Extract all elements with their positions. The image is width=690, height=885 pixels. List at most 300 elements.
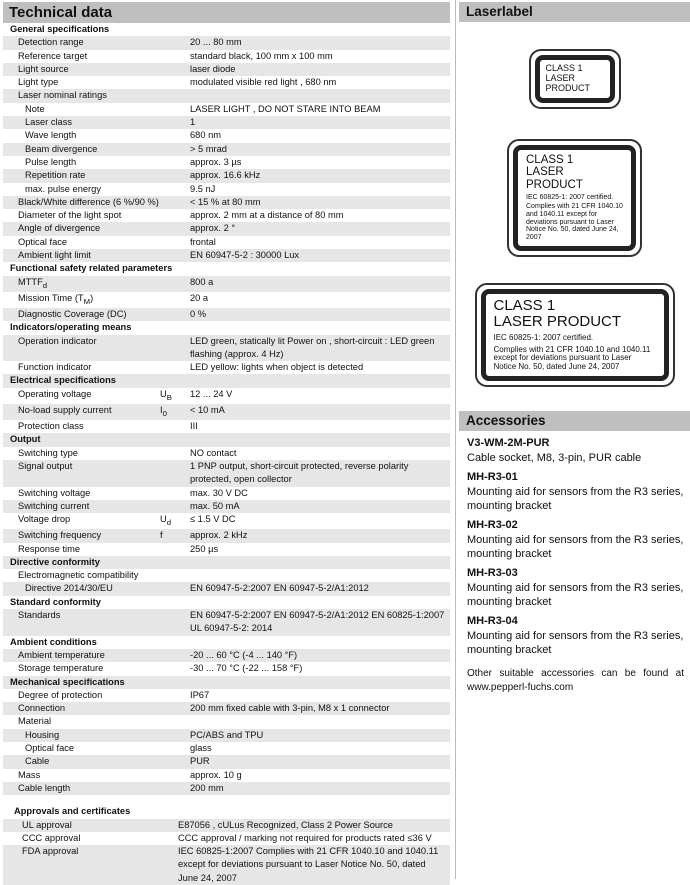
spec-row (3, 460, 450, 487)
spec-row (3, 183, 450, 196)
spec-value: LED yellow: lights when object is detected (190, 362, 364, 373)
spec-value: 680 nm (190, 130, 222, 141)
spec-value: 1 (190, 117, 196, 128)
spec-row (3, 89, 450, 102)
spec-row (3, 169, 450, 182)
accessory-description: Mounting aid for sensors from the R3 series, mounting bracket (467, 485, 684, 512)
spec-value: approx. 2 ° (190, 223, 236, 234)
accessory-item (467, 614, 690, 657)
spec-symbol (160, 36, 190, 49)
spec-label (3, 729, 160, 742)
spec-row (3, 129, 450, 142)
spec-symbol (160, 782, 190, 795)
spec-symbol (160, 308, 190, 321)
spec-label (3, 715, 160, 728)
label-text: IEC 60825-1: 2007 certified. (526, 193, 614, 201)
spec-row (3, 755, 450, 768)
label-text: Signal output (18, 460, 73, 471)
accessory-item (467, 566, 690, 609)
spec-value: 20 a (190, 292, 209, 303)
spec-symbol (160, 169, 190, 182)
accessory-description: Mounting aid for sensors from the R3 series, mounting bracket (467, 629, 684, 656)
spec-label (3, 529, 160, 542)
spec-value: 9.5 nJ (190, 183, 216, 194)
section-title (3, 321, 131, 334)
label-text: CCC approval (22, 832, 81, 843)
accessory-description: Cable socket, M8, 3-pin, PUR cable (467, 451, 642, 464)
spec-value: < 15 % at 80 mm (190, 196, 261, 207)
spec-row (3, 500, 450, 513)
spec-symbol (160, 143, 190, 156)
spec-row (3, 222, 450, 235)
spec-row (3, 513, 450, 529)
spec-label (3, 649, 160, 662)
label-text: Ambient light limit (18, 250, 91, 261)
label-text: IEC 60825-1: 2007 certified. (493, 332, 594, 342)
spec-row (3, 103, 450, 116)
accessory-name: MH-R3-02 (467, 518, 518, 531)
label-text: Wave length (25, 130, 77, 141)
label-text: Output (10, 434, 41, 445)
right-panel (459, 2, 690, 695)
symbol-subscript: d (166, 517, 172, 527)
label-text: Functional safety related parameters (10, 263, 173, 274)
spec-label (3, 308, 160, 321)
label-text: FDA approval (22, 846, 79, 857)
spec-label (3, 292, 160, 308)
spec-row (3, 196, 450, 209)
label-text: No-load supply current (18, 404, 112, 415)
spec-symbol (160, 582, 190, 595)
label-text: Diagnostic Coverage (DC) (18, 308, 127, 319)
spec-symbol (160, 292, 190, 308)
section-title (3, 23, 109, 36)
spec-row (3, 543, 450, 556)
spec-symbol (160, 116, 190, 129)
spec-row (3, 609, 450, 636)
spec-symbol (160, 845, 178, 885)
spec-symbol (160, 50, 190, 63)
spec-table (3, 23, 450, 795)
spec-symbol (160, 420, 190, 433)
label-text: Laser class (25, 117, 73, 128)
spec-value: 12 ... 24 V (190, 388, 233, 399)
label-text: Directive 2014/30/EU (25, 583, 113, 594)
label-text: Light type (18, 77, 59, 88)
spec-value: LASER LIGHT , DO NOT STARE INTO BEAM (190, 103, 381, 114)
label-text: LASER (545, 72, 576, 83)
section-header (3, 321, 450, 334)
spec-value: EN 60947-5-2:2007 EN 60947-5-2/A1:2012 (190, 583, 369, 594)
section-header (3, 433, 450, 446)
label-text: Optical face (25, 743, 75, 754)
spec-row (3, 420, 450, 433)
spec-value: -20 ... 60 °C (-4 ... 140 °F) (190, 649, 298, 660)
laser-label-small (529, 49, 621, 109)
spec-symbol (160, 183, 190, 196)
label-text: Switching voltage (18, 487, 91, 498)
spec-label (3, 361, 160, 374)
spec-row (3, 308, 450, 321)
spec-row (3, 715, 450, 728)
spec-label (3, 103, 160, 116)
spec-row (3, 209, 450, 222)
accessory-description: Mounting aid for sensors from the R3 series, mounting bracket (467, 533, 684, 560)
label-text: Switching frequency (18, 530, 102, 541)
spec-value: approx. 10 g (190, 769, 242, 780)
spec-row (3, 487, 450, 500)
spec-label (3, 782, 160, 795)
label-text: Housing (25, 729, 60, 740)
spec-label (3, 543, 160, 556)
spec-row (3, 76, 450, 89)
spec-row (3, 742, 450, 755)
label-text: Mass (18, 769, 41, 780)
label-text: Standard conformity (10, 596, 101, 607)
label-text: Ambient conditions (10, 636, 97, 647)
spec-row (3, 143, 450, 156)
spec-row (3, 404, 450, 420)
label-text: Repetition rate (25, 170, 86, 181)
technical-data-panel (3, 2, 450, 885)
label-text: Connection (18, 703, 66, 714)
spec-value: IP67 (190, 689, 210, 700)
spec-label (3, 513, 160, 529)
spec-label (3, 143, 160, 156)
spec-row (3, 36, 450, 49)
spec-label (3, 236, 160, 249)
section-title (3, 596, 101, 609)
spec-row (3, 388, 450, 404)
symbol-text: I (160, 404, 163, 415)
spec-label (3, 662, 160, 675)
spec-symbol (160, 447, 190, 460)
spec-value: 250 µs (190, 543, 219, 554)
symbol-text: U (160, 514, 167, 525)
spec-label (3, 249, 160, 262)
spec-label (3, 755, 160, 768)
label-text: Directive conformity (10, 556, 100, 567)
accessory-item (467, 518, 690, 561)
label-text: Reference target (18, 50, 88, 61)
label-text: Voltage drop (18, 514, 71, 525)
label-text: Mechanical specifications (10, 676, 125, 687)
spec-label (3, 156, 160, 169)
spec-label (3, 183, 160, 196)
spec-value: EN 60947-5-2 : 30000 Lux (190, 250, 300, 261)
spec-label (3, 335, 160, 362)
spec-symbol (160, 236, 190, 249)
spec-symbol (160, 529, 190, 542)
spec-value: approx. 2 mm at a distance of 80 mm (190, 210, 344, 221)
spec-value: modulated visible red light , 680 nm (190, 77, 337, 88)
spec-symbol (160, 832, 178, 845)
label-text: Response time (18, 543, 81, 554)
label-text: PRODUCT (545, 82, 590, 93)
symbol-text: U (160, 388, 167, 399)
spec-label (3, 89, 160, 102)
spec-label (3, 609, 160, 636)
label-text: Complies with 21 CFR 1040.10 and 1040.11 except for deviations pursuant to Laser Notice No. 50, dated June 24, 2007 (526, 203, 623, 242)
spec-value: E87056 , cULus Recognized, Class 2 Power Source (178, 819, 393, 830)
label-text: Electromagnetic compatibility (18, 570, 139, 581)
spec-label (3, 196, 160, 209)
spec-value: 0 % (190, 308, 207, 319)
label-text: Detection range (18, 37, 84, 48)
spec-symbol (160, 276, 190, 292)
spec-value: NO contact (190, 447, 237, 458)
spec-row (3, 649, 450, 662)
laser-label-large (475, 283, 675, 387)
accessory-item (467, 436, 690, 465)
spec-label (3, 209, 160, 222)
spec-label (3, 50, 160, 63)
section-title (3, 433, 40, 446)
label-text: Cable (25, 756, 50, 767)
label-text: Material (18, 716, 52, 727)
label-text: ) (90, 292, 94, 303)
spec-label (3, 169, 160, 182)
spec-label (3, 276, 160, 292)
spec-label (3, 36, 160, 49)
spec-symbol (160, 388, 190, 404)
section-header (3, 556, 450, 569)
accessory-name: V3-WM-2M-PUR (467, 436, 550, 449)
spec-symbol (160, 209, 190, 222)
spec-value: max. 50 mA (190, 500, 240, 511)
spec-value (190, 89, 450, 102)
spec-symbol (160, 460, 190, 487)
section-header (3, 374, 450, 387)
accessory-name: MH-R3-03 (467, 566, 518, 579)
spec-label (3, 460, 160, 487)
spec-value: standard black, 100 mm x 100 mm (190, 50, 333, 61)
spec-row (3, 569, 450, 582)
spec-symbol (160, 156, 190, 169)
spec-label (3, 447, 160, 460)
spec-value: > 5 mrad (190, 143, 227, 154)
symbol-text: f (160, 530, 163, 541)
technical-data-title: Technical data (3, 2, 450, 23)
spec-row (3, 249, 450, 262)
spec-label (3, 832, 160, 845)
label-text: Approvals and certificates (14, 806, 131, 817)
label-text: CLASS 1 (526, 153, 574, 166)
section-header (3, 23, 450, 36)
spec-value: max. 30 V DC (190, 487, 248, 498)
label-text: General specifications (10, 24, 110, 34)
label-text: Complies with 21 CFR 1040.10 and 1040.11 except for deviations pursuant to Laser Notice No. 50, dated June 24, 2007 (493, 344, 651, 372)
spec-value: 1 PNP output, short-circuit protected, reverse polarity protected, open collector (190, 460, 409, 485)
section-title (3, 374, 116, 387)
spec-value: PC/ABS and TPU (190, 729, 264, 740)
spec-symbol (160, 819, 178, 832)
label-text: Switching type (18, 447, 78, 458)
approvals-table (3, 805, 450, 885)
spec-row (3, 832, 450, 845)
spec-value: CCC approval / marking not required for products rated ≤36 V (178, 832, 432, 843)
label-text: UL approval (22, 819, 72, 830)
spec-row (3, 729, 450, 742)
label-subscript: M (83, 296, 91, 306)
spec-row (3, 782, 450, 795)
label-text: Laser nominal ratings (18, 90, 107, 101)
spec-symbol (160, 649, 190, 662)
laserlabel-title: Laserlabel (459, 2, 690, 22)
section-header (3, 636, 450, 649)
label-text: Electrical specifications (10, 375, 116, 386)
spec-value: < 10 mA (190, 404, 225, 415)
accessories-list (459, 436, 690, 695)
spec-row (3, 447, 450, 460)
spec-symbol (160, 689, 190, 702)
spec-symbol (160, 335, 190, 362)
spec-row (3, 335, 450, 362)
spec-row (3, 116, 450, 129)
spec-symbol (160, 404, 190, 420)
spec-row (3, 689, 450, 702)
spec-value: 800 a (190, 276, 214, 287)
spec-label (3, 569, 160, 582)
spec-label (3, 819, 160, 832)
section-header (3, 262, 450, 275)
label-text: Switching current (18, 500, 90, 511)
symbol-subscript: B (166, 392, 172, 402)
spec-label (3, 487, 160, 500)
laser-label-medium (507, 139, 642, 257)
spec-row (3, 662, 450, 675)
label-text: Standards (18, 610, 61, 621)
label-text: Cable length (18, 782, 71, 793)
spec-row (3, 769, 450, 782)
label-text: Function indicator (18, 362, 92, 373)
spec-value: glass (190, 743, 212, 754)
spec-value: LED green, statically lit Power on , short-circuit : LED green flashing (approx. 4 Hz) (190, 335, 435, 359)
section-header (3, 805, 450, 818)
spec-label (3, 500, 160, 513)
spec-label (3, 129, 160, 142)
spec-symbol (160, 89, 190, 102)
spec-symbol (160, 63, 190, 76)
spec-label (3, 689, 160, 702)
spec-value: -30 ... 70 °C (-22 ... 158 °F) (190, 663, 303, 674)
spec-row (3, 292, 450, 308)
spec-symbol (160, 662, 190, 675)
accessory-name: MH-R3-01 (467, 470, 518, 483)
symbol-subscript: 0 (162, 408, 167, 418)
spec-row (3, 63, 450, 76)
spec-label (3, 582, 160, 595)
spec-label (3, 63, 160, 76)
accessory-item (467, 470, 690, 513)
spec-symbol (160, 609, 190, 636)
spec-value: III (190, 421, 198, 432)
spec-row (3, 845, 450, 885)
accessory-description: Mounting aid for sensors from the R3 series, mounting bracket (467, 581, 684, 608)
label-text: MTTF (18, 276, 43, 287)
spec-value (190, 569, 450, 582)
spec-value: approx. 16.6 kHz (190, 170, 261, 181)
spec-symbol (160, 76, 190, 89)
label-text: Light source (18, 63, 69, 74)
column-divider (455, 0, 456, 879)
spec-symbol (160, 487, 190, 500)
spec-label (3, 116, 160, 129)
spec-row (3, 702, 450, 715)
spec-label (3, 769, 160, 782)
spec-row (3, 236, 450, 249)
label-text: Optical face (18, 236, 68, 247)
spec-value: PUR (190, 756, 210, 767)
label-text: max. pulse energy (25, 183, 101, 194)
spec-symbol (160, 361, 190, 374)
spec-value: IEC 60825-1:2007 Complies with 21 CFR 1040.10 and 1040.11 except for deviations pursuant to Laser Notice No. 50, dated June 24, 2007 (178, 846, 439, 883)
spec-symbol (160, 742, 190, 755)
spec-symbol (160, 569, 190, 582)
spec-row (3, 156, 450, 169)
spec-value: 200 mm (190, 782, 224, 793)
accessories-note: Other suitable accessories can be found at www.pepperl-fuchs.com (467, 667, 684, 693)
spec-symbol (160, 249, 190, 262)
spec-symbol (160, 729, 190, 742)
label-text: Note (25, 103, 45, 114)
label-text: Pulse length (25, 156, 77, 167)
label-text: LASER PRODUCT (493, 313, 622, 331)
label-text: Degree of protection (18, 689, 103, 700)
section-title (3, 262, 172, 275)
spec-value: approx. 2 kHz (190, 530, 248, 541)
spec-label (3, 222, 160, 235)
label-text: Indicators/operating means (10, 322, 132, 333)
label-text: CLASS 1 (493, 296, 556, 314)
spec-value: 200 mm fixed cable with 3-pin, M8 x 1 connector (190, 703, 390, 714)
label-subscript: d (42, 280, 48, 290)
section-header (3, 676, 450, 689)
spec-symbol (160, 500, 190, 513)
section-title (3, 805, 130, 818)
spec-value: EN 60947-5-2:2007 EN 60947-5-2/A1:2012 EN 60825-1:2007 UL 60947-5-2: 2014 (190, 610, 445, 634)
section-title (3, 636, 97, 649)
label-text: Operating voltage (18, 388, 92, 399)
accessories-title: Accessories (459, 411, 690, 431)
spec-value: laser diode (190, 63, 236, 74)
label-text: Protection class (18, 421, 84, 432)
spec-symbol (160, 196, 190, 209)
spec-value: ≤ 1.5 V DC (190, 514, 236, 525)
spec-row (3, 276, 450, 292)
spec-symbol (160, 769, 190, 782)
spec-symbol (160, 513, 190, 529)
spec-row (3, 819, 450, 832)
label-text: Mission Time (T (18, 292, 84, 303)
label-text: Operation indicator (18, 335, 97, 346)
spec-row (3, 50, 450, 63)
spec-label (3, 388, 160, 404)
label-text: CLASS 1 (545, 63, 583, 73)
spec-value: 20 ... 80 mm (190, 37, 242, 48)
label-text: Ambient temperature (18, 649, 105, 660)
spec-value: approx. 3 µs (190, 156, 242, 167)
section-title (3, 556, 100, 569)
label-text: Black/White difference (6 %/90 %) (18, 196, 159, 207)
section-title (3, 676, 125, 689)
label-text: Beam divergence (25, 143, 98, 154)
spec-value (190, 715, 450, 728)
spec-row (3, 361, 450, 374)
section-header (3, 596, 450, 609)
spec-symbol (160, 543, 190, 556)
label-text: Diameter of the light spot (18, 210, 122, 221)
